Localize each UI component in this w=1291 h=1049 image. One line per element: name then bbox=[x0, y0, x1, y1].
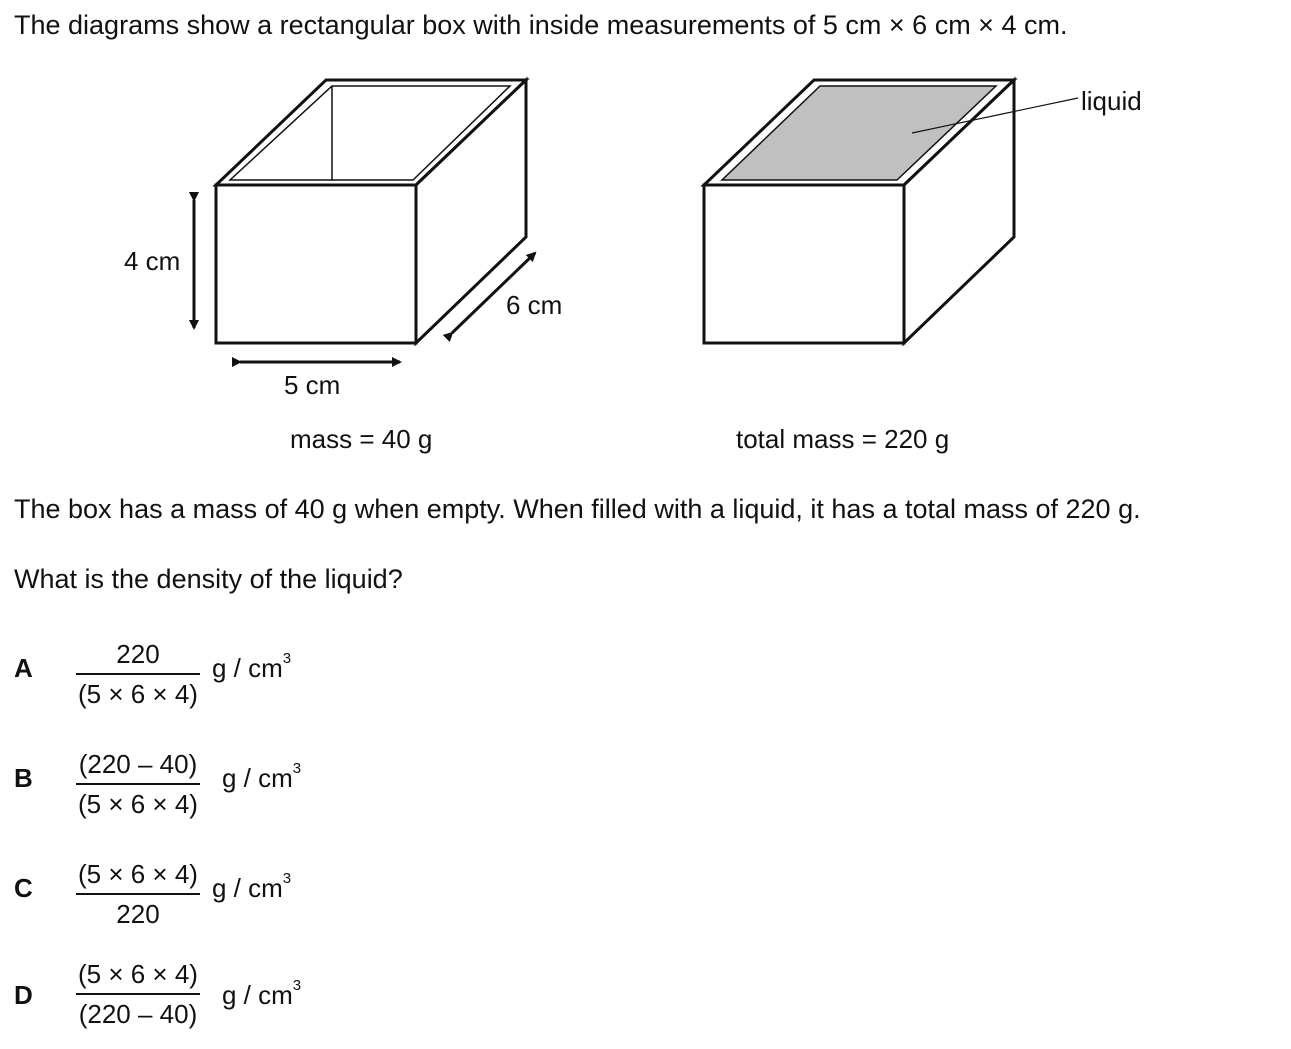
depth-label: 6 cm bbox=[506, 290, 563, 320]
option-letter: B bbox=[14, 763, 33, 793]
option-unit: g / $cm^3$ bbox=[212, 870, 292, 903]
width-label: 5 cm bbox=[284, 370, 341, 400]
empty-mass-caption: mass = 40 g bbox=[290, 424, 433, 454]
fraction-numerator: (5 × 6 × 4) bbox=[78, 959, 198, 989]
option-fraction bbox=[76, 959, 200, 1029]
height-label: 4 cm bbox=[124, 246, 181, 276]
fraction-denominator: (5 × 6 × 4) bbox=[78, 679, 198, 709]
option-letter: C bbox=[14, 873, 33, 903]
option-letter: D bbox=[14, 980, 33, 1010]
liquid-label: liquid bbox=[1081, 86, 1142, 116]
filled-box bbox=[704, 80, 1014, 343]
fraction-bar bbox=[76, 783, 200, 785]
fraction-bar bbox=[76, 673, 200, 675]
fraction-denominator: (220 – 40) bbox=[78, 999, 198, 1029]
fraction-bar bbox=[76, 993, 200, 995]
question-prompt: What is the density of the liquid? bbox=[14, 564, 403, 594]
option-fraction bbox=[76, 639, 200, 709]
option-unit: g / $cm^3$ bbox=[212, 650, 292, 683]
fraction-denominator: 220 bbox=[116, 899, 160, 929]
option-fraction bbox=[76, 859, 200, 929]
option-unit: g / $cm^3$ bbox=[222, 977, 302, 1010]
fraction-bar bbox=[76, 893, 200, 895]
fraction-denominator: (5 × 6 × 4) bbox=[78, 789, 198, 819]
empty-box bbox=[216, 80, 526, 343]
option-letter: A bbox=[14, 653, 33, 683]
option-fraction bbox=[76, 749, 200, 819]
total-mass-caption: total mass = 220 g bbox=[736, 424, 950, 454]
fraction-numerator: (220 – 40) bbox=[78, 749, 198, 779]
question-intro: The diagrams show a rectangular box with inside measurements of 5 cm × 6 cm × 4 cm. bbox=[14, 10, 1068, 40]
fraction-numerator: (5 × 6 × 4) bbox=[78, 859, 198, 889]
box-diagrams bbox=[0, 0, 1291, 470]
option-unit: g / $cm^3$ bbox=[222, 760, 302, 793]
question-statement: The box has a mass of 40 g when empty. When filled with a liquid, it has a total mass of 220 g. bbox=[14, 494, 1141, 524]
fraction-numerator: 220 bbox=[116, 639, 160, 669]
